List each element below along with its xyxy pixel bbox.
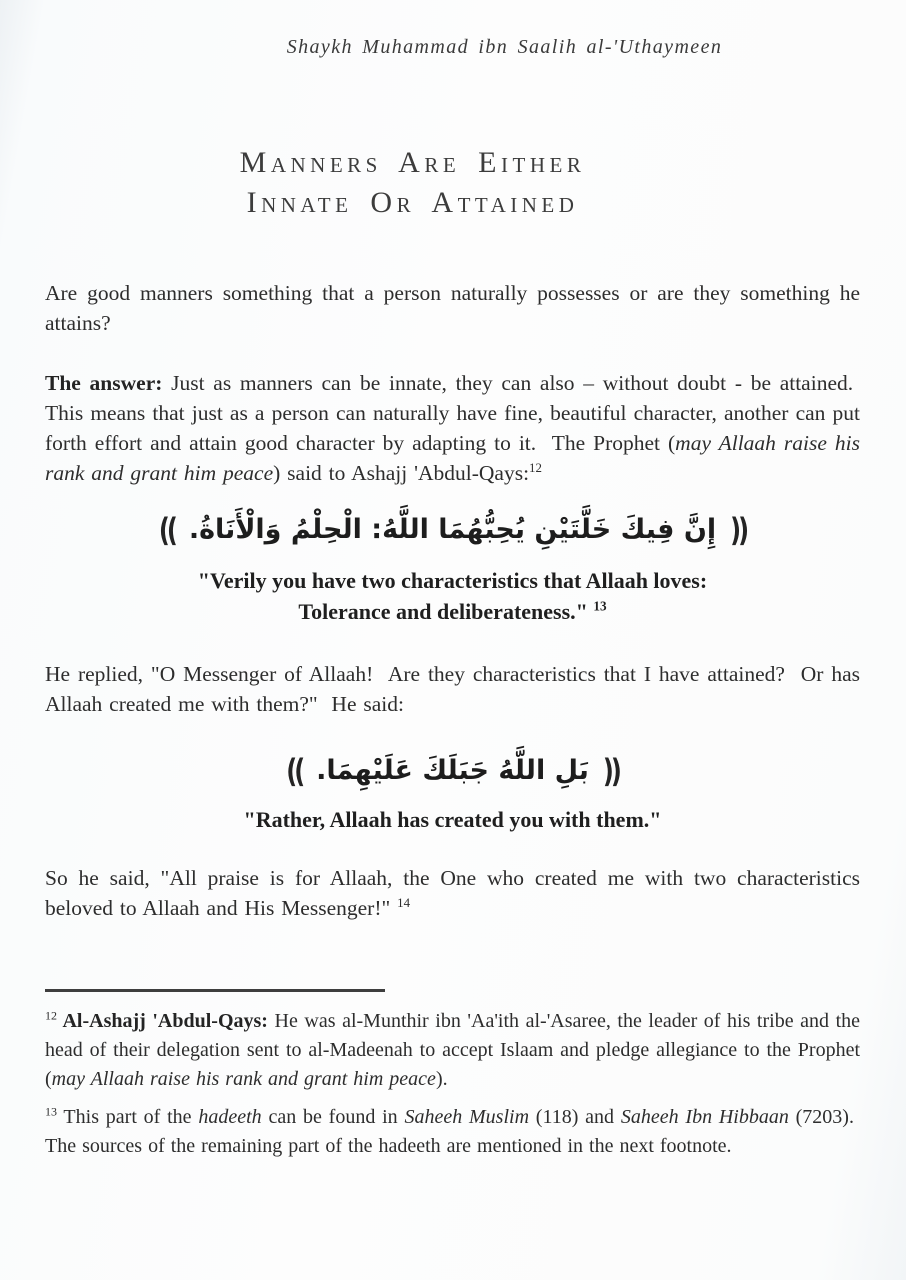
- hadith-arabic-quote-2: [45, 745, 860, 796]
- paragraph-answer: [45, 368, 860, 488]
- footnote-12-salutation-italic: may Allaah raise his rank and grant him peace: [51, 1067, 436, 1090]
- footnote-13-saheeh-muslim-italic: Saheeh Muslim: [404, 1105, 530, 1128]
- chapter-title-line1: Manners Are Either: [239, 146, 586, 179]
- double-paren-open: ((: [158, 510, 175, 549]
- footnote-13-text-3: (118) and: [529, 1105, 621, 1128]
- answer-text-1: Just as manners can be innate, they can also – without doubt - be attained. This means that just as a person can naturally have fine, beautiful character, another can put forth effort and attain good character by adapting to it. The Prophet (: [45, 371, 860, 455]
- hadith-translation-1: [45, 565, 860, 627]
- arabic-hadith-text-1: إِنَّ فِيكَ خَلَّتَيْنِ يُحِبُّهُمَا اللَّهُ: الْحِلْمُ وَالْأَنَاةُ.: [188, 514, 717, 545]
- translation-1-line-2: Tolerance and deliberateness.": [298, 599, 594, 625]
- footnote-13-text-2: can be found in: [261, 1105, 405, 1128]
- arabic-hadith-text-2: بَلِ اللَّهُ جَبَلَكَ عَلَيْهِمَا.: [316, 755, 589, 787]
- footnote-13-ibn-hibbaan-italic: Saheeh Ibn Hibbaan: [620, 1105, 789, 1128]
- hadith-translation-2: "Rather, Allaah has created you with them.": [243, 806, 662, 832]
- answer-text-2: ) said to Ashajj 'Abdul-Qays:: [273, 461, 530, 485]
- footnote-13-text-4: (7203). The sources of the remaining part of the hadeeth are mentioned in the next footnote.: [45, 1105, 860, 1157]
- footnote-separator: [45, 989, 385, 992]
- footnote-12-text-2: ).: [435, 1067, 448, 1090]
- paragraph-question: Are good manners something that a person naturally possesses or are they something he attains?: [45, 281, 860, 335]
- chapter-title-line2: Innate Or Attained: [246, 186, 579, 219]
- paragraph-reply: He replied, "O Messenger of Allaah! Are they characteristics that I have attained? Or has Allaah created me with them?" He said:: [45, 662, 860, 717]
- footnote-ref-13: 13: [593, 598, 607, 614]
- footnote-ref-12: 12: [529, 460, 542, 475]
- chapter-title: [45, 143, 780, 223]
- footnote-12-term: Al-Ashajj 'Abdul-Qays:: [57, 1009, 268, 1032]
- footnote-13-text-1: This part of the: [57, 1105, 199, 1128]
- footnote-12: [45, 1007, 860, 1094]
- footnote-13-number: 13: [45, 1103, 57, 1118]
- translation-1-line-1: "Verily you have two characteristics that Allaah loves:: [197, 568, 708, 594]
- salutation-italic: may Allaah raise his rank and grant him peace: [45, 431, 860, 485]
- conclusion-text: So he said, "All praise is for Allaah, the One who created me with two characteristics beloved to Allaah and His Messenger!": [45, 865, 860, 920]
- paragraph-conclusion: [45, 863, 860, 923]
- double-paren-close: )): [602, 752, 619, 790]
- answer-lead-label: The answer:: [45, 371, 163, 395]
- footnote-12-text-1: He was al-Munthir ibn 'Aa'ith al-'Asaree, the leader of his tribe and the head of their delegation sent to al-Madeenah to accept Islaam and pledge allegiance to the Prophet (: [45, 1009, 861, 1090]
- footnote-ref-14: 14: [397, 895, 411, 910]
- hadith-arabic-quote-1: [45, 504, 860, 555]
- double-paren-close: )): [730, 510, 747, 549]
- running-header-author: Shaykh Muhammad ibn Saalih al-'Uthaymeen: [286, 36, 723, 58]
- footnote-13-hadeeth-italic: hadeeth: [198, 1105, 262, 1128]
- double-paren-open: ((: [286, 752, 303, 790]
- footnote-13: [45, 1103, 860, 1161]
- footnote-12-number: 12: [45, 1007, 57, 1022]
